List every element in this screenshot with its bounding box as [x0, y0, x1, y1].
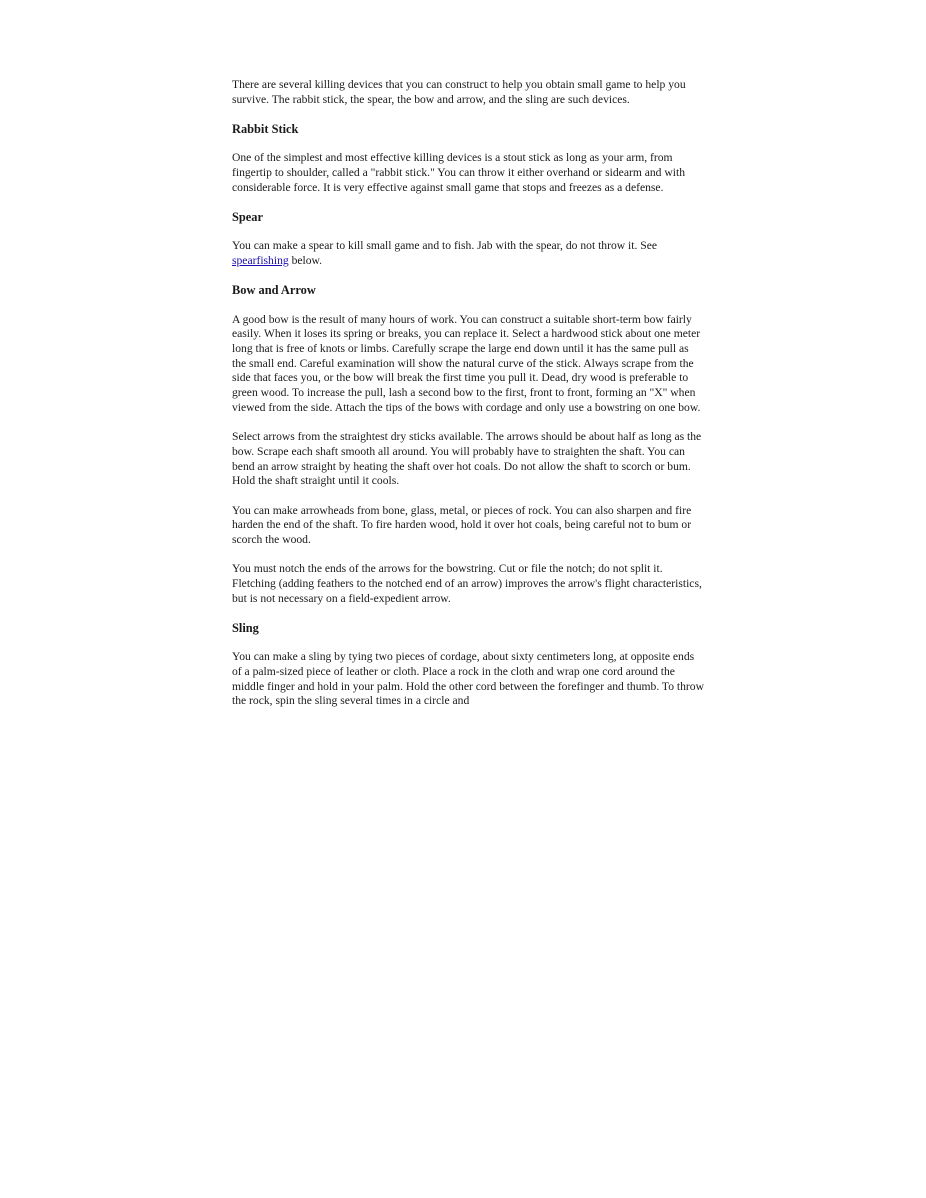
bow-paragraph: A good bow is the result of many hours of work. You can construct a suitable short-term bow fairly easily. When it loses its spring or breaks, you can replace it. Select a hardwood stick about one meter long that is free of knots or limbs. Carefully scrape the large end down until it has the same pull as the small end. Careful examination will show the natural curve of the stick. Always scrape from the side that faces you, or the bow will break the first time you pull it. Dead, dry wood is preferable to green wood. To increase the pull, lash a second bow to the first, front to front, forming an "X" when viewed from the side. Attach the tips of the bows with cordage and only use a bowstring on one bow.	[232, 312, 701, 414]
spear-text-before-link: You can make a spear to kill small game and to fish. Jab with the spear, do not throw it. See	[232, 239, 657, 253]
spearfishing-link[interactable]: spearfishing	[232, 254, 289, 267]
spear-text-after-link: below.	[288, 254, 323, 267]
arrows-paragraph: Select arrows from the straightest dry sticks available. The arrows should be about half as long as the bow. Scrape each shaft smooth all around. You will probably have to straighten the shaft. You can bend an arrow straight by heating the shaft over hot coals. Do not allow the shaft to scorch or bum. Hold the shaft straight until it cools.	[232, 430, 702, 488]
rabbit-stick-paragraph: One of the simplest and most effective killing devices is a stout stick as long as your arm, from fingertip to shoulder, called a "rabbit stick." You can throw it either overhand or sidearm and with considerable force. It is very effective against small game that stops and freezes as a defense.	[232, 151, 685, 194]
arrowheads-paragraph: You can make arrowheads from bone, glass, metal, or pieces of rock. You can also sharpen and fire harden the end of the shaft. To fire harden wood, hold it over hot coals, being careful not to bum or scorch the wood.	[232, 503, 692, 546]
spear-paragraph	[232, 239, 704, 268]
spear-heading: Spear	[232, 210, 263, 224]
bow-and-arrow-heading: Bow and Arrow	[232, 283, 316, 298]
document-body	[232, 78, 704, 724]
notch-paragraph: You must notch the ends of the arrows for the bowstring. Cut or file the notch; do not split it. Fletching (adding feathers to the notched end of an arrow) improves the arrow's flight characteristics, but is not necessary on a field-expedient arrow.	[232, 562, 702, 605]
intro-paragraph: There are several killing devices that you can construct to help you obtain small game to help you survive. The rabbit stick, the spear, the bow and arrow, and the sling are such devices.	[232, 78, 686, 106]
rabbit-stick-heading: Rabbit Stick	[232, 122, 299, 136]
sling-heading: Sling	[232, 620, 259, 635]
sling-paragraph: You can make a sling by tying two pieces of cordage, about sixty centimeters long, at opposite ends of a palm-sized piece of leather or cloth. Place a rock in the cloth and wrap one cord around the middle finger and hold in your palm. Hold the other cord between the forefinger and thumb. To throw the rock, spin the sling several times in a circle and	[232, 650, 704, 708]
